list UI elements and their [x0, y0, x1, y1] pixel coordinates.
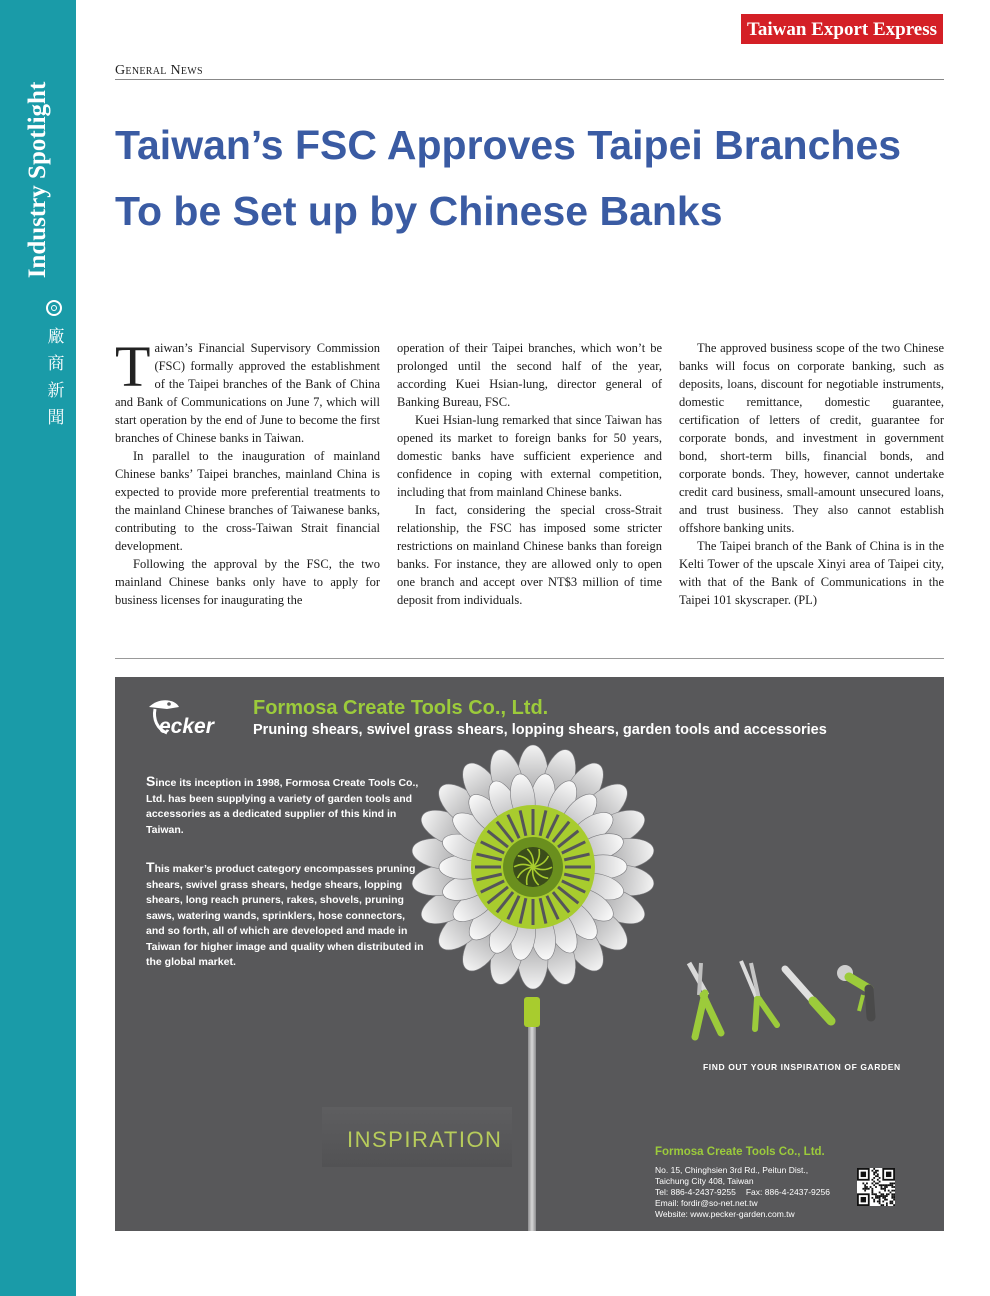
headline-line: To be Set up by Chinese Banks — [115, 188, 723, 234]
sidebar-chinese-title — [46, 324, 66, 432]
article-paragraph: In fact, considering the special cross-Strait relationship, the FSC has imposed some stricter restrictions on mainland Chinese banks than foreign banks. For instance, they are allowed only to open one branch and accept over NT$3 million of time deposit from individuals. — [397, 503, 662, 607]
contact-website-line — [655, 1209, 795, 1220]
article-paragraph — [115, 334, 380, 447]
ad-tagline: Pruning shears, swivel grass shears, lopping shears, garden tools and accessories — [253, 722, 827, 738]
ad-company-name: Formosa Create Tools Co., Ltd. — [253, 697, 549, 719]
pruning-saw-icon — [785, 969, 831, 1021]
logo-text: ecker — [159, 715, 214, 738]
green-spoke — [475, 866, 501, 869]
sidebar-char: 新 — [47, 381, 65, 401]
garden-tools-icon — [681, 959, 891, 1049]
circle-bullet-icon — [46, 300, 62, 316]
article-paragraph: The approved business scope of the two Chinese banks will focus on corporate banking, such as deposits, loans, discount for negotiable instruments, domestic remittance, domestic guarantee, certification of letters of credit, guarantee for corporate bonds, and investment in government bond, short-term bills, financial bonds, and corporate bonds. They, however, cannot undertake credit card business, small-amount unsecured loans, and trust business. They also cannot establish offshore banking units. — [679, 341, 944, 535]
green-spoke — [532, 809, 535, 835]
flower-sprinkler-illustration — [403, 737, 663, 997]
website-label: Website: — [655, 1209, 691, 1219]
sidebar-title: Industry Spotlight — [24, 81, 51, 279]
fax-value: 886-4-2437-9256 — [764, 1187, 830, 1197]
contact-phone-line — [655, 1187, 830, 1198]
section-label: General News — [115, 63, 203, 78]
tel-value: 886-4-2437-9255 — [670, 1187, 736, 1197]
watering-wand-icon — [837, 965, 871, 1017]
sidebar-char: 商 — [47, 354, 65, 374]
article-paragraph: The Taipei branch of the Bank of China is in the Kelti Tower of the upscale Xinyi area of Taipei city, with that of the Bank of Communications in the Taipei 101 skyscraper. (PL) — [679, 539, 944, 607]
contact-address: Taichung City 408, Taiwan — [655, 1176, 754, 1186]
green-spoke — [532, 899, 535, 925]
tel-label: Tel: — [655, 1187, 671, 1197]
website-link[interactable]: www.pecker-garden.com.tw — [690, 1209, 795, 1219]
article-column-1 — [115, 334, 380, 609]
flower-stem-collar — [524, 997, 540, 1027]
ad-paragraph-text: his maker’s product category encompasses pruning shears, swivel grass shears, hedge shears, lopping shears, long reach pruners, rakes, shovels, pruning saws, watering wands, sprinklers, hose connectors, and so forth, all of which are developed and made in Taiwan for higher image and quality when distributed in the global market. — [146, 863, 424, 968]
pruning-shears-icon — [689, 963, 721, 1037]
section-divider — [115, 79, 944, 80]
hedge-shears-icon — [741, 961, 777, 1029]
qr-code-icon[interactable] — [857, 1168, 895, 1206]
headline-line: Taiwan’s FSC Approves Taipei Branches — [115, 122, 902, 168]
find-out-slogan: FIND OUT YOUR INSPIRATION OF GARDEN — [703, 1062, 901, 1072]
ad-paragraph — [146, 860, 424, 971]
contact-company-name: Formosa Create Tools Co., Ltd. — [655, 1146, 825, 1158]
email-label: Email: — [655, 1198, 681, 1208]
article-column-2 — [397, 339, 662, 609]
publication-badge: Taiwan Export Express — [741, 14, 943, 44]
article-paragraph: operation of their Taipei branches, which won’t be prolonged until the second half of the year, according Kuei Hsian-lung, director general of Banking Bureau, FSC. — [397, 341, 662, 409]
inspiration-text: INSPIRATION — [347, 1127, 503, 1152]
drop-cap: T — [115, 334, 151, 399]
article-column-3 — [679, 339, 944, 609]
fax-label: Fax: — [745, 1187, 765, 1197]
green-spoke — [565, 866, 591, 869]
flower-stem — [528, 1002, 536, 1231]
article-paragraph: In parallel to the inauguration of mainland Chinese banks’ Taipei branches, mainland China is expected to provide more preferential treatments to the mainland Chinese branches of Taiwanese banks, contributing to the cross-Taiwan Strait financial development. — [115, 449, 380, 553]
paragraph-text: aiwan’s Financial Supervisory Commission (FSC) formally approved the establishment of the Taipei branches of the Bank of China and Bank of Communications on June 7, which will start operation by the end of June to become the first branches of Chinese banks in Taiwan. — [115, 341, 380, 445]
email-value[interactable]: fordir@so-net.net.tw — [680, 1198, 758, 1208]
article-divider — [115, 658, 944, 659]
article-headline — [115, 112, 955, 244]
article-paragraph: Kuei Hsian-lung remarked that since Taiwan has opened its market to foreign banks for 50 years, domestic banks have sufficient experience and confidence in coping with external competition, including that from mainland Chinese banks. — [397, 413, 662, 499]
sidebar — [0, 0, 76, 1296]
article-paragraph: Following the approval by the FSC, the two mainland Chinese banks only have to apply for business licenses for inaugurating the — [115, 557, 380, 607]
ad-paragraph-text: ince its inception in 1998, Formosa Create Tools Co., Ltd. has been supplying a variety of garden tools and accessories as a dedicated supplier of this kind in Taiwan. — [146, 777, 419, 836]
contact-email-line — [655, 1198, 758, 1209]
sidebar-char: 廠 — [47, 327, 65, 347]
advertisement[interactable] — [115, 677, 944, 1231]
contact-address: No. 15, Chinghsien 3rd Rd., Peitun Dist., — [655, 1165, 809, 1175]
ad-paragraph — [146, 774, 424, 838]
article-body — [115, 334, 944, 609]
ad-initial: S — [146, 773, 156, 789]
ad-initial: T — [146, 859, 155, 875]
sidebar-char: 聞 — [47, 408, 65, 428]
